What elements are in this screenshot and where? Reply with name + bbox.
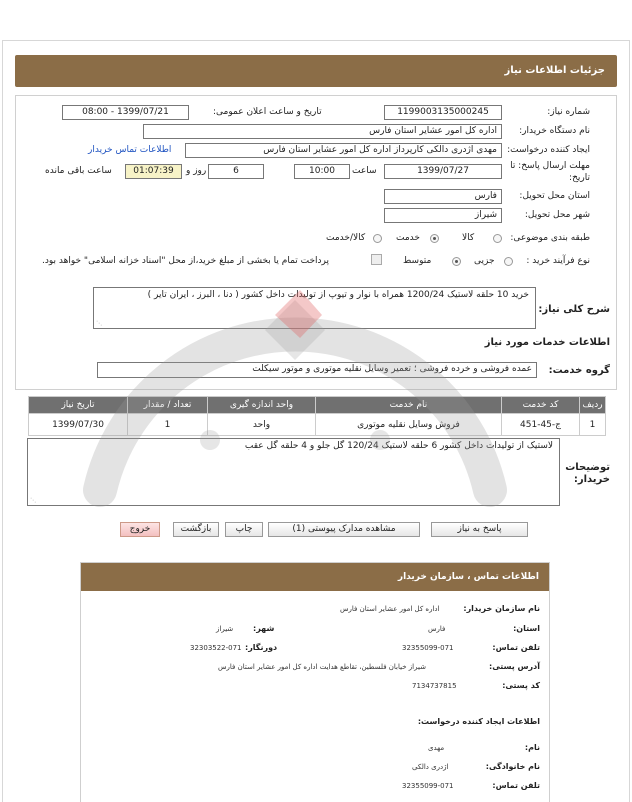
reply-button[interactable]: پاسخ به نیاز (431, 522, 528, 537)
print-button[interactable]: چاپ (225, 522, 263, 537)
contact-org-value: اداره کل امور عشایر استان فارس (340, 605, 440, 613)
back-button[interactable]: بازگشت (173, 522, 219, 537)
remaining-time-field: 01:07:39 (125, 164, 182, 179)
deadline-label: مهلت ارسال پاسخ: تا تاریخ: (510, 161, 590, 183)
services-table (28, 396, 606, 436)
need-number-label: شماره نیاز: (547, 107, 590, 117)
contact-fax-label: دورنگار: (245, 643, 278, 652)
contact-name-value: مهدی (428, 744, 445, 752)
category-label: طبقه بندی موضوعی: (510, 233, 590, 243)
contact-org-label: نام سازمان خریدار: (463, 604, 540, 613)
th-unit: واحد اندازه گیری (208, 397, 316, 414)
contact-city-value: شیراز (216, 625, 234, 633)
deadline-date-field: 1399/07/27 (384, 164, 502, 179)
th-need-date: تاریخ نیاز (29, 397, 128, 414)
cell-service-name: فروش وسایل نقلیه موتوری (316, 414, 502, 436)
time-label: ساعت (352, 166, 377, 176)
contact-phone-value: 32355099-071 (402, 644, 454, 652)
contact-cphone-value: 32355099-071 (402, 782, 454, 790)
payment-note: پرداخت تمام یا بخشی از مبلغ خرید،از محل "اسناد خزانه اسلامی" خواهد بود. (42, 256, 330, 266)
announce-label: تاریخ و ساعت اعلان عمومی: (213, 107, 322, 117)
resize-grip-icon: ⋰ (30, 497, 36, 504)
province-field: فارس (384, 189, 502, 204)
days-label: روز و (186, 166, 207, 176)
services-section-title: اطلاعات خدمات مورد نیاز (484, 337, 610, 348)
attachments-button[interactable]: مشاهده مدارک پیوستی (1) (268, 522, 420, 537)
contact-postal-label: کد پستی: (502, 681, 540, 690)
buyer-contact-link[interactable]: اطلاعات تماس خریدار (88, 145, 172, 155)
summary-box (93, 287, 536, 329)
contact-address-value: شیراز خیابان فلسطین، تقاطع هدایت اداره کل امور عشایر استان فارس (218, 663, 426, 671)
category-radio-kala-khedmat[interactable] (373, 234, 382, 243)
process-label: نوع فرآیند خرید : (526, 256, 590, 266)
category-option-khedmat: خدمت (396, 233, 420, 243)
contact-province-value: فارس (428, 625, 446, 633)
contact-phone-label: تلفن تماس: (492, 643, 540, 652)
cell-unit: واحد (208, 414, 316, 436)
contact-city-label: شهر: (253, 624, 275, 633)
process-radio-motevaset[interactable] (452, 257, 461, 266)
contact-family-label: نام خانوادگی: (485, 762, 540, 771)
th-code: کد خدمت (502, 397, 580, 414)
th-quantity: تعداد / مقدار (128, 397, 208, 414)
contact-cphone-label: تلفن تماس: (492, 781, 540, 790)
contact-province-label: استان: (513, 624, 540, 633)
exit-button[interactable]: خروج (120, 522, 160, 537)
th-row: ردیف (580, 397, 606, 414)
category-radio-khedmat[interactable] (430, 234, 439, 243)
service-group-label: گروه خدمت: (548, 365, 610, 376)
process-radio-jozi[interactable] (504, 257, 513, 266)
th-service-name: نام خدمت (316, 397, 502, 414)
city-label: شهر محل تحویل: (524, 210, 590, 220)
resize-grip-icon: ⋰ (96, 320, 102, 327)
treasury-checkbox[interactable] (371, 254, 382, 265)
summary-label: شرح کلی نیاز: (538, 304, 610, 315)
contact-family-value: اژدری دالکی (412, 763, 449, 771)
province-label: استان محل تحویل: (519, 191, 590, 201)
deadline-time-field: 10:00 (294, 164, 350, 179)
contact-fax-value: 32303522-071 (190, 644, 242, 652)
contact-name-label: نام: (524, 743, 540, 752)
creator-label: ایجاد کننده درخواست: (507, 145, 590, 155)
buyer-notes-label: توضیحات خریدار: (565, 462, 610, 485)
creator-field: مهدی اژدری دالکی کارپرداز اداره کل امور عشایر استان فارس (185, 143, 502, 158)
cell-need-date: 1399/07/30 (29, 414, 128, 436)
process-option-motevaset: متوسط (403, 256, 432, 266)
city-field: شیراز (384, 208, 502, 223)
contact-postal-value: 7134737815 (412, 682, 457, 690)
table-row (29, 414, 606, 436)
category-option-kala-khedmat: کالا/خدمت (326, 233, 366, 243)
contact-title: اطلاعات تماس ، سازمان خریدار (81, 563, 549, 591)
creator-section-title: اطلاعات ایجاد کننده درخواست: (417, 717, 540, 726)
buyer-notes-box (27, 438, 560, 506)
page-title: جزئیات اطلاعات نیاز (15, 55, 617, 87)
contact-address-label: آدرس پستی: (489, 662, 540, 671)
summary-text: خرید 10 حلقه لاستیک 1200/24 همراه با نوار و تیوپ از تولیدات داخل کشور ( دنا ، البرز ، ایران تایر ) (147, 290, 529, 300)
need-number-field: 1199003135000245 (384, 105, 502, 120)
contact-panel (80, 562, 550, 802)
days-field: 6 (208, 164, 264, 179)
category-radio-kala[interactable] (493, 234, 502, 243)
cell-row: 1 (580, 414, 606, 436)
cell-quantity: 1 (128, 414, 208, 436)
buyer-org-field: اداره کل امور عشایر استان فارس (143, 124, 502, 139)
announce-field: 1399/07/21 - 08:00 (62, 105, 189, 120)
cell-code: ج-45-451 (502, 414, 580, 436)
remaining-label: ساعت باقی مانده (45, 166, 112, 176)
category-option-kala: کالا (462, 233, 475, 243)
process-option-jozi: جزیی (474, 256, 495, 266)
buyer-org-label: نام دستگاه خریدار: (519, 126, 590, 136)
service-group-field: عمده فروشی و خرده فروشی ؛ تعمیر وسایل نقلیه موتوری و موتور سیکلت (97, 362, 537, 378)
buyer-notes-text: لاستیک از تولیدات داخل کشور 6 حلقه لاستیک 120/24 گل جلو و 4 حلقه گل عقب (244, 441, 553, 451)
